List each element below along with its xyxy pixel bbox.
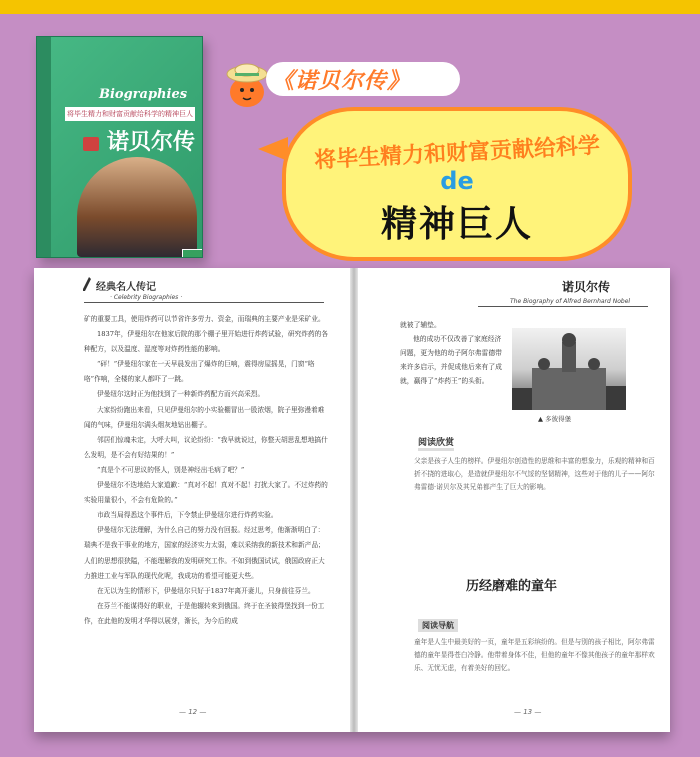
paragraph: 在芬兰不能谋得好的职业，于是他辗转来到俄国。终于在圣彼得堡找到一份工作，在此他的发明才华得以展芽，渐长，为今后的成 <box>84 601 325 625</box>
paragraph: 伊曼纽尔这时正为他找到了一种新炸药配方而兴高采烈。 <box>97 390 265 399</box>
paragraph: 就被了辅垫。 <box>400 321 441 329</box>
nobel-portrait <box>77 157 197 257</box>
header-divider <box>478 306 648 307</box>
paragraph: “砰！”伊曼纽尔家在一天早晨发出了爆炸的巨响，震得房屋摇晃，门窗“咯咯”作响，全楼的家人都吓了一跳。 <box>84 360 315 384</box>
books-icon <box>83 137 99 151</box>
book-cover <box>36 36 203 258</box>
left-page-header: 经典名人传记 <box>96 282 156 293</box>
right-page-header: 诺贝尔传 <box>562 280 611 294</box>
mascot-icon <box>223 60 269 108</box>
right-page <box>358 268 670 732</box>
right-page-number: — 13 — <box>514 708 542 716</box>
cover-tagline: 将毕生精力和财富贡献给科学的精神巨人 <box>65 107 195 121</box>
cover-title: 诺贝尔传 <box>107 130 196 155</box>
photo-caption: ▲ 多彼得堡 <box>538 415 572 423</box>
header-divider <box>84 302 324 303</box>
left-page-header-sub: · Celebrity Biographies · <box>110 294 183 301</box>
appreciation-text: 父亲是孩子人生的榜样。伊曼纽尔创造性的思维和丰富的想象力，乐观的精神和百折不挠的进取心，是造就伊曼纽尔不气馁的坚韧精神，这些对于他的儿子——阿尔弗雷德·诺贝尔及其兄弟都产生了巨大的影响。 <box>414 457 655 491</box>
paragraph: 1837年，伊曼纽尔在他家后院的那个棚子里开始进行炸药试验，研究炸药的各种配方，以及温度、湿度等对炸药性能的影响。 <box>84 330 329 354</box>
paragraph: 市政当局得悉这个事件后，下令禁止伊曼纽尔进行炸药实验。 <box>97 511 278 520</box>
guide-text: 童年是人生中最美好的一页，童年是五彩缤纷的。但是与别的孩子相比，阿尔弗雷德的童年显得苍白冷静。他带着身体不佳，但他的童年不像其他孩子的童年那样欢乐、无忧无虑，有着美好的回忆。 <box>414 638 655 672</box>
paragraph: 矿的重要工具，使用炸药可以节省许多劳力、资金，而瑞典的主要产业是采矿业。 <box>84 315 325 323</box>
right-page-top-text <box>400 318 506 388</box>
pen-icon <box>82 276 92 292</box>
paragraph: 大家纷纷跑出来看，只见伊曼纽尔的小实验棚冒出一股浓烟，院子里弥漫着难闻的气味，伊曼纽尔满头烟灰地钻出棚子。 <box>84 405 325 429</box>
left-page <box>34 268 350 732</box>
slogan-line-1: 将毕生精力和财富贡献给科学 <box>313 133 601 174</box>
cathedral-photo <box>512 328 626 410</box>
top-banner-bar <box>0 0 700 14</box>
cathedral-illustration <box>512 328 626 410</box>
slogan-line-2: 精神巨人 <box>380 204 533 245</box>
paragraph: 在无以为生的情形下，伊曼纽尔只好于1837年离开妻儿，只身前往芬兰。 <box>97 586 315 595</box>
paragraph: 伊曼纽尔无法理解，为什么自己的努力没有回报。经过思考，他渐渐明白了：瑞典不是我干事业的地方，国家的经济实力太弱，难以采纳我的新技术和新产品；人们的思想很狭隘，不能理解我的发明研究工作。不如到俄国试试，俄国政府正大力推进工业与军队的现代化呢，我成功的希望可能更大些。 <box>84 526 325 580</box>
paragraph: “真是个不可思议的怪人，别是神经出毛病了吧？” <box>97 465 245 474</box>
slogan-de: de <box>440 167 474 195</box>
cover-badge <box>182 249 203 258</box>
left-page-number: — 12 — <box>179 708 207 716</box>
book-gutter <box>350 268 358 732</box>
left-page-body <box>84 312 330 629</box>
right-page-header-sub: The Biography of Alfred Bernhard Nobel <box>510 298 631 305</box>
paragraph: 邻居们惊魂未定，大呼大叫，议论纷纷：“我早就说过，你整天胡思乱想地搞什么发明，是不会有好结果的！” <box>84 435 328 459</box>
guide-label: 阅读导航 <box>418 619 458 632</box>
cover-spine <box>37 37 51 257</box>
cover-series-title: Biographies <box>99 87 188 102</box>
book-title: 《诺贝尔传》 <box>272 69 411 94</box>
chapter-title: 历经磨难的童年 <box>466 579 558 594</box>
open-book <box>34 268 670 732</box>
paragraph: 伊曼纽尔不迭地给大家道歉：“真对不起！真对不起！打扰大家了。不过炸药的实验用量很小，不会有危险的。” <box>84 481 328 505</box>
paragraph: 他的成功不仅改善了家庭经济问题，更为他的幼子阿尔弗雷德带来许多启示，并促成他后来有了成就，赢得了“炸药王”的头衔。 <box>400 335 502 385</box>
appreciation-label: 阅读欣赏 <box>418 435 454 451</box>
